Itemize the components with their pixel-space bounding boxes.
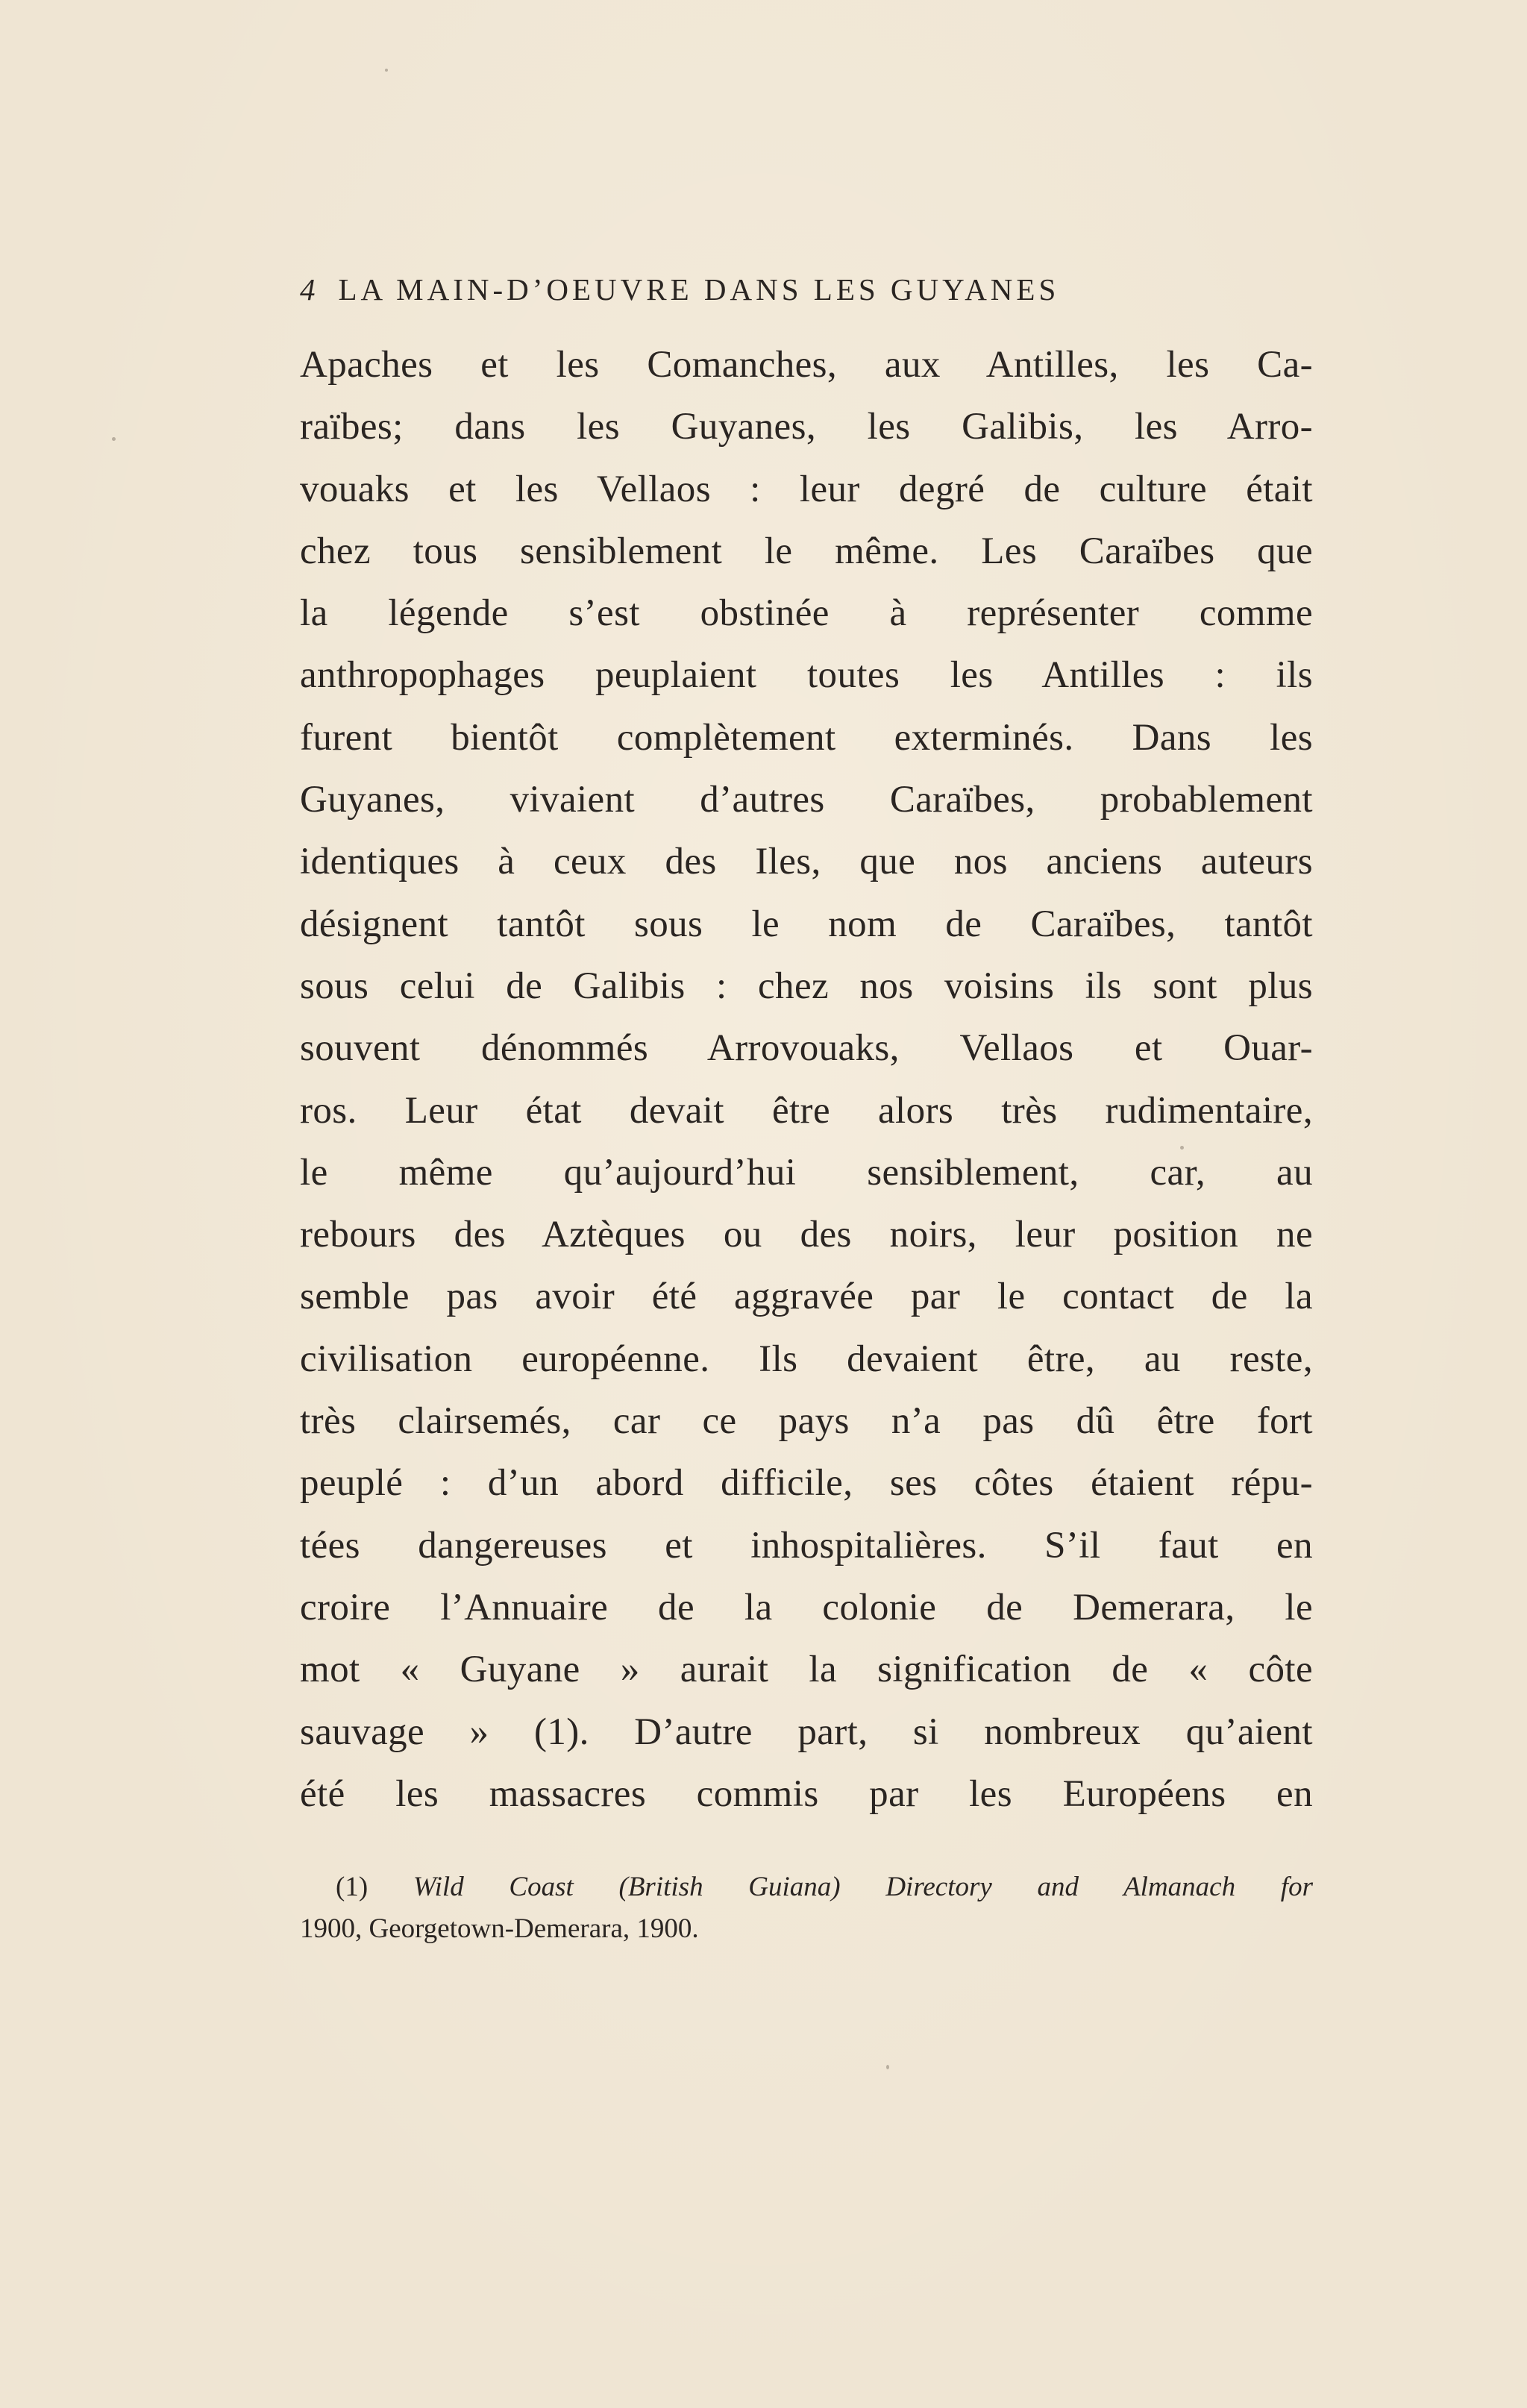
text-line: le même qu’aujourd’hui sensiblement, car, au — [300, 1151, 1313, 1194]
running-header — [300, 267, 1314, 312]
text-line: Apaches et les Comanches, aux Antilles, les Ca- — [300, 344, 1313, 386]
text-line: souvent dénommés Arrovouaks, Vellaos et Ouar- — [300, 1027, 1313, 1070]
text-line: sauvage » (1). D’autre part, si nombreux qu’aient — [300, 1711, 1313, 1753]
footnote-line — [300, 1866, 1313, 1908]
text-line: rebours des Aztèques ou des noirs, leur position ne — [300, 1214, 1313, 1256]
text-line: désignent tantôt sous le nom de Caraïbes, tantôt — [300, 903, 1313, 945]
running-title: LA MAIN-D’OEUVRE DANS LES GUYANES — [338, 272, 1060, 307]
text-line: ros. Leur état devait être alors très rudimentaire, — [300, 1089, 1313, 1132]
text-line: sous celui de Galibis : chez nos voisins ils sont plus — [300, 965, 1313, 1007]
text-line: vouaks et les Vellaos : leur degré de culture était — [300, 468, 1313, 510]
text-line: peuplé : d’un abord difficile, ses côtes étaient répu- — [300, 1462, 1313, 1505]
footnote — [300, 1866, 1313, 1950]
footnote-title: Wild Coast (British Guiana) Directory and Almanach for — [413, 1872, 1313, 1902]
text-line: mot « Guyane » aurait la signification de « côte — [300, 1649, 1313, 1691]
text-line: tées dangereuses et inhospitalières. S’il faut en — [300, 1524, 1313, 1567]
text-line: très clairsemés, car ce pays n’a pas dû être fort — [300, 1400, 1313, 1443]
page-number: 4 — [300, 272, 319, 307]
text-line: croire l’Annuaire de la colonie de Demerara, le — [300, 1586, 1313, 1628]
text-line: anthropophages peuplaient toutes les Antilles : ils — [300, 654, 1313, 697]
text-line: chez tous sensiblement le même. Les Caraïbes que — [300, 530, 1313, 572]
footnote-continuation: 1900, Georgetown-Demerara, 1900. — [300, 1913, 699, 1944]
text-line: identiques à ceux des Iles, que nos anciens auteurs — [300, 841, 1313, 883]
text-line: raïbes; dans les Guyanes, les Galibis, les Arro- — [300, 406, 1313, 448]
text-line: semble pas avoir été aggravée par le contact de la — [300, 1276, 1313, 1318]
text-line: Guyanes, vivaient d’autres Caraïbes, probablement — [300, 779, 1313, 821]
text-line: furent bientôt complètement exterminés. Dans les — [300, 716, 1313, 759]
text-line: la légende s’est obstinée à représenter comme — [300, 592, 1313, 635]
text-line: été les massacres commis par les Européens en — [300, 1772, 1313, 1815]
text-line: civilisation européenne. Ils devaient être, au reste, — [300, 1338, 1313, 1380]
footnote-marker: (1) — [336, 1872, 369, 1902]
body-text — [300, 334, 1313, 1825]
